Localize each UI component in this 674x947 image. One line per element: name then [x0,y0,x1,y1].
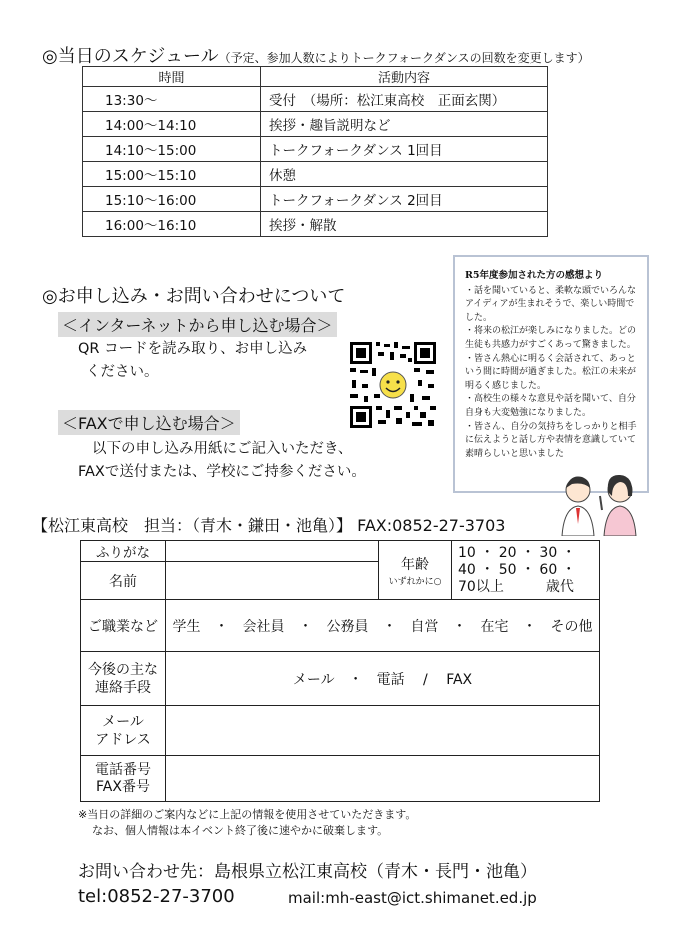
fax-line2: FAXで送付または、学校にご持参ください。 [78,464,366,480]
contact-header: 【松江東高校 担当：（青木・鎌田・池亀）】 FAX:0852-27-3703 [32,516,506,535]
age-sub: いずれかに○ [388,576,442,587]
email-label-line: メール [102,713,144,730]
schedule-heading-text: ◎当日のスケジュール [42,46,219,67]
activity-cell: トークフォークダンス 1回目 [261,137,548,162]
phone-field[interactable] [166,756,600,802]
feedback-item: ・皆さん、自分の気持ちをしっかりと相手に伝えようと話し方や表情を意識していて素晴らしいと思いました [465,421,637,459]
age-options[interactable] [452,541,600,600]
internet-line1: QR コードを読み取り、お申し込み [78,341,308,357]
table-row [83,137,548,162]
feedback-item: ・高校生の様々な意見や話を聞いて、自分自身も大変勉強になりました。 [465,394,636,418]
email-label [81,706,166,756]
mail-link[interactable]: mail:mh-east@ict.shimanet.ed.jp [288,889,537,907]
time-cell: 14:00～14:10 [83,112,261,137]
fax-line1: 以下の申し込み用紙にご記入いただき、 [92,441,353,457]
age-unit: 歳代 [545,578,574,595]
age-label: 年齢 [401,556,429,573]
activity-cell: トークフォークダンス 2回目 [261,187,548,212]
apply-heading: ◎お申し込み・お問い合わせについて [42,286,346,307]
schedule-table [82,66,548,237]
contact-label-line: 今後の主な [88,661,158,678]
form-note1: ※当日の詳細のご案内などに上記の情報を使用させていただきます。 [78,808,417,821]
occupation-label: ご職業など [81,600,166,652]
phone-label [81,756,166,802]
internet-line2: ください。 [86,364,159,380]
table-row [83,87,548,112]
activity-cell: 休憩 [261,162,548,187]
age-line: 10 ・ 20 ・ 30 ・ [458,544,576,561]
contact-label-line: 連絡手段 [95,679,151,696]
age-line: 40 ・ 50 ・ 60 ・ [458,561,576,578]
feedback-item: ・皆さん熱心に明るく会話されて、あっという間に時間が過ぎました。松江の未来が明るく感じました。 [465,353,637,391]
name-field[interactable] [166,562,379,600]
inquiry-line: お問い合わせ先：島根県立松江東高校（青木・長門・池亀） [78,862,537,882]
people-illustration-icon [558,470,650,536]
age-label-cell [379,541,452,600]
time-cell: 13:30～ [83,87,261,112]
contact-method-label [81,652,166,706]
time-cell: 16:00～16:10 [83,212,261,237]
time-cell: 15:00～15:10 [83,162,261,187]
time-cell: 15:10～16:00 [83,187,261,212]
table-row [83,212,548,237]
furigana-field[interactable] [166,541,379,562]
phone-label-line: 電話番号 [95,761,151,778]
table-row [83,112,548,137]
schedule-heading-note: （予定、参加人数によりトークフォークダンスの回数を変更します） [218,51,590,65]
feedback-item: ・将来の松江が楽しみになりました。どの生徒も共感力がすごくあって驚きました。 [465,326,637,350]
col-time: 時間 [83,67,261,87]
time-cell: 14:10～15:00 [83,137,261,162]
table-row [83,187,548,212]
email-label-line: アドレス [95,731,151,748]
activity-cell: 受付 （場所：松江東高校 正面玄関） [261,87,548,112]
col-activity: 活動内容 [261,67,548,87]
table-row [83,162,548,187]
form-note2: なお、個人情報は本イベント終了後に速やかに破棄します。 [92,824,389,837]
furigana-label: ふりがな [81,541,166,562]
feedback-item: ・話を聞いていると、柔軟な頭でいろんなアイディアが生まれそうで、楽しい時間でした。 [465,285,637,323]
feedback-title: R5年度参加された方の感想より [465,270,604,281]
age-line [458,579,599,596]
contact-method-options[interactable]: メール ・ 電話 / FAX [166,652,600,706]
occupation-options[interactable]: 学生 ・ 会社員 ・ 公務員 ・ 自営 ・ 在宅 ・ その他 [166,600,600,652]
fax-subheading: ＜FAXで申し込む場合＞ [58,410,240,435]
internet-subheading: ＜インターネットから申し込む場合＞ [58,312,337,337]
email-field[interactable] [166,706,600,756]
activity-cell: 挨拶・趣旨説明など [261,112,548,137]
activity-cell: 挨拶・解散 [261,212,548,237]
application-form [80,540,600,802]
tel-line: tel:0852-27-3700 [78,886,235,907]
schedule-heading [42,42,590,68]
age-70: 70以上 [458,578,504,595]
phone-label-line: FAX番号 [96,778,150,795]
qr-code-icon[interactable] [348,340,438,430]
name-label: 名前 [81,562,166,600]
feedback-box [453,255,649,493]
